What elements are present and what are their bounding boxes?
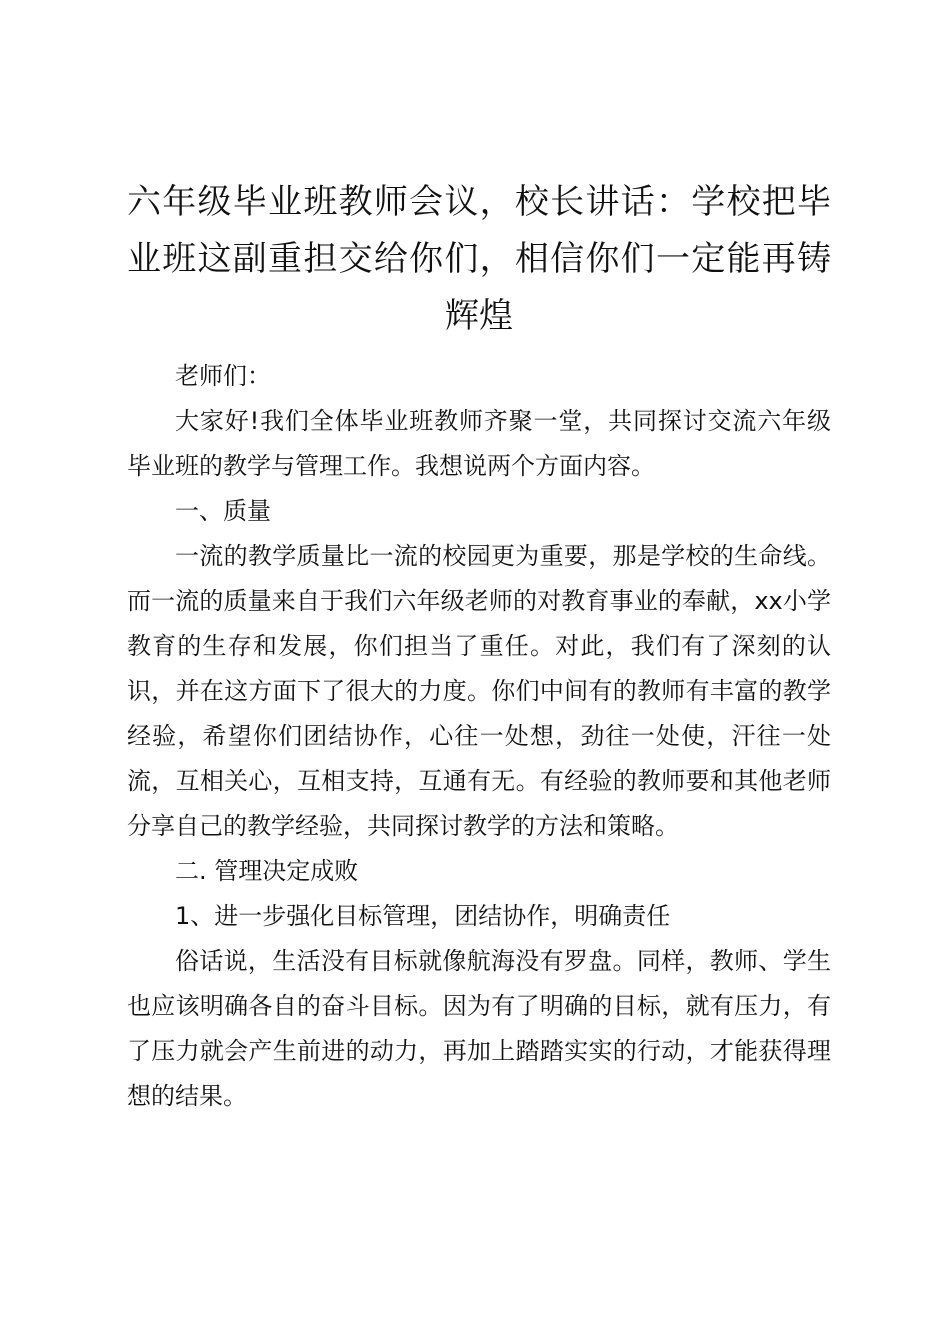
goals-paragraph: 俗话说，生活没有目标就像航海没有罗盘。同样，教师、学生也应该明确各自的奋斗目标。因为有了明确的目标，就有压力，有了压力就会产生前进的动力，再加上踏踏实实的行动，才能获得理想的结果。: [127, 947, 831, 1110]
section-heading-management: 二. 管理决定成败: [175, 857, 359, 885]
quality-paragraph: 一流的教学质量比一流的校园更为重要，那是学校的生命线。而一流的质量来自于我们六年级老师的对教育事业的奉献，xx小学教育的生存和发展，你们担当了重任。对此，我们有了深刻的认识，并在这方面下了很大的力度。你们中间有的教师有丰富的教学经验，希望你们团结协作，心往一处想，劲往一处使，汗往一处流，互相关心，互相支持，互通有无。有经验的教师要和其他老师分享自己的教学经验，共同探讨教学的方法和策略。: [127, 542, 831, 840]
document-page: [127, 174, 831, 1119]
subsection-heading-goals: 1、进一步强化目标管理，团结协作，明确责任: [175, 902, 671, 930]
greeting: 老师们：: [175, 362, 271, 390]
section-heading-quality: 一、质量: [175, 497, 271, 525]
document-title: 六年级毕业班教师会议，校长讲话：学校把毕业班这副重担交给你们，相信你们一定能再铸辉煌: [127, 182, 831, 336]
intro-paragraph: 大家好!我们全体毕业班教师齐聚一堂，共同探讨交流六年级毕业班的教学与管理工作。我想说两个方面内容。: [127, 407, 831, 480]
